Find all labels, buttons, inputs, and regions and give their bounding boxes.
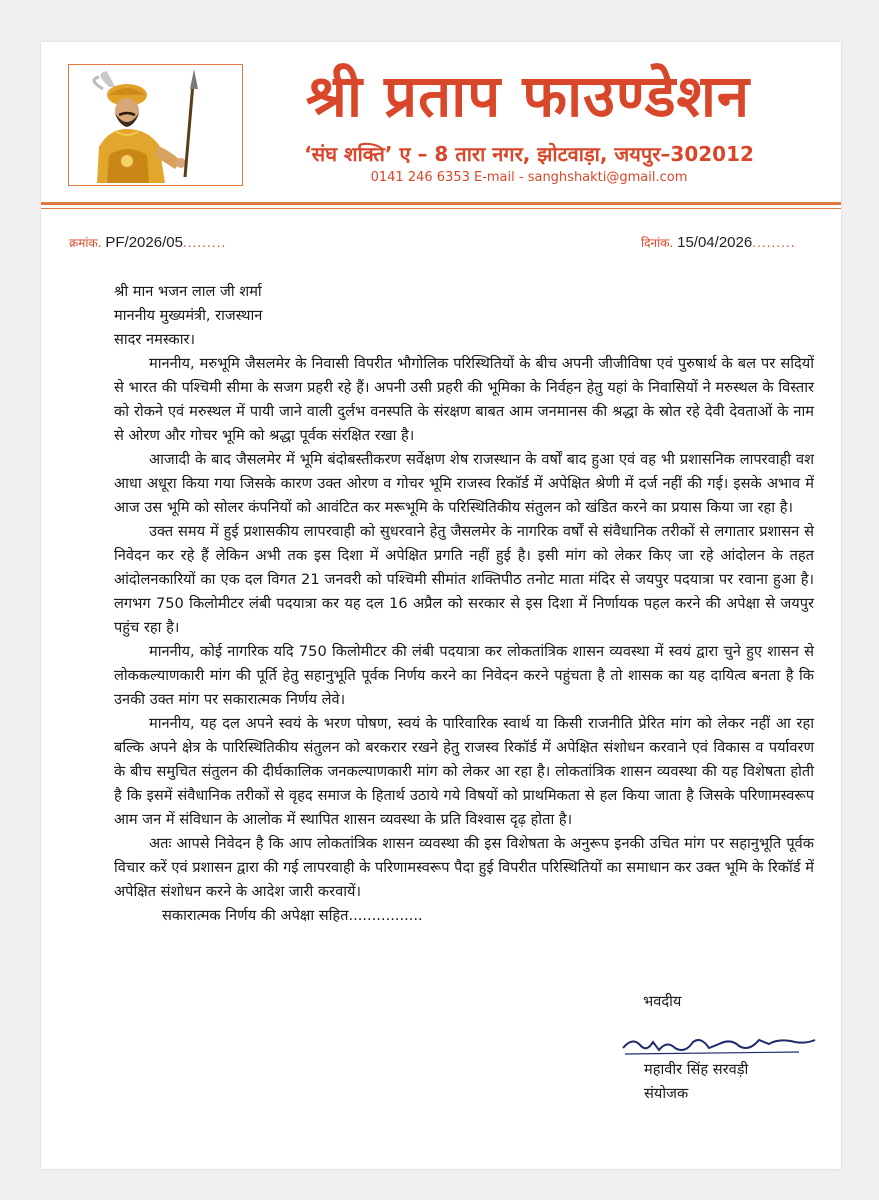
reference-date-dots: ......... <box>752 236 796 250</box>
letter-page <box>41 42 841 1169</box>
header-rule-thick <box>41 202 841 205</box>
paragraph: उक्त समय में हुई प्रशासकीय लापरवाही को सुधरवाने हेतु जैसलमेर के नागरिक वर्षों से संवैधानिक तरीकों से लगातार प्रशासन से निवेदन कर रहे हैं लेकिन अभी तक इस दिशा में अपेक्षित प्रगति नहीं हुई है। इसी मांग को लेकर किए जा रहे आंदोलन के तहत आंदोलनकारियों का एक दल विगत 21 जनवरी को पश्चिमी सीमांत शक्तिपीठ तनोट माता मंदिर से जयपुर पदयात्रा पर रवाना हुआ है। लगभग 750 किलोमीटर लंबी पदयात्रा कर यह दल 16 अप्रैल को सरकार से इस दिशा में निर्णायक पहल करने की अपेक्षा से जयपुर पहुंच रहा है। <box>114 523 814 636</box>
reference-date-label: दिनांक <box>641 236 670 250</box>
reference-date-value: 15/04/2026 <box>677 234 753 251</box>
paragraph: आजादी के बाद जैसलमेर में भूमि बंदोबस्तीकरण सर्वेक्षण शेष राजस्थान के वर्षों बाद हुआ एवं वह भी प्रशासनिक लापरवाही वश आधा अधूरा किया गया जिसके कारण उक्त ओरण व गोचर भूमि राजस्व रिकॉर्ड में अपेक्षित श्रेणी में दर्ज नहीं की गई। इसके अभाव में आज उस भूमि को सोलर कंपनियों को आवंटित कर मरूभूमि के परिस्थितिकीय संतुलन को खंडित करने का प्रयास किया जा रहा है। <box>114 451 815 516</box>
organization-name: श्री प्रताप फाउण्डेशन <box>305 62 751 130</box>
reference-number-label: क्रमांक <box>69 236 98 250</box>
reference-number-dots: ......... <box>182 236 227 250</box>
reference-number-value: PF/2026/05 <box>105 234 183 251</box>
organization-address: ‘संघ शक्ति’ ए – 8 तारा नगर, झोटवाड़ा, जयपुर–302012 <box>304 142 754 166</box>
regards: भवदीय <box>643 993 682 1010</box>
paragraph: माननीय, यह दल अपने स्वयं के भरण पोषण, स्वयं के पारिवारिक स्वार्थ या किसी राजनीति प्रेरित मांग को लेकर नहीं आ रहा बल्कि अपने क्षेत्र के पारिस्थितिकीय संतुलन को बरकरार रखने हेतु राजस्व रिकॉर्ड में अपेक्षित संशोधन करवाने एवं विकास व पर्यावरण के बीच समुचित संतुलन की दीर्घकालिक जनकल्याणकारी मांग को लेकर आ रहा है। लोकतांत्रिक शासन व्यवस्था की यह विशेषता होती है कि इसमें संवैधानिक तरीकों से वृहद समाज के हितार्थ उठाये गये विषयों को प्राथमिकता से हल किया जाता है जिसके परिणामस्वरूप आम जन में संविधान के आलोक में स्थापित शासन व्यवस्था के प्रति विश्वास दृढ़ होता है। <box>114 715 814 828</box>
recipient-name: श्री मान भजन लाल जी शर्मा <box>114 283 262 300</box>
reference-row <box>41 232 841 256</box>
regards-block <box>641 990 821 1014</box>
reference-date: दिनांक. 15/04/2026......... <box>641 234 796 251</box>
paragraph: माननीय, कोई नागरिक यदि 750 किलोमीटर की लंबी पदयात्रा कर लोकतांत्रिक शासन व्यवस्था में स्वयं द्वारा चुने हुए शासन से लोककल्याणकारी मांग की पूर्ति हेतु सहानुभूति पूर्वक निर्णय करने का निवेदन करने पहुंचता है तो शासक का यह दायित्व बनता है कि उनकी उक्त मांग पर सकारात्मक निर्णय लेवे। <box>114 643 814 708</box>
paragraph: माननीय, मरुभूमि जैसलमेर के निवासी विपरीत भौगोलिक परिस्थितियों के बीच अपनी जीजीविषा एवं पुरुषार्थ के बल पर सदियों से भारत की पश्चिमी सीमा के सजग प्रहरी रहे हैं। अपनी उसी प्रहरी की भूमिका के निर्वहन हेतु यहां के निवासियों ने मरुस्थल के विस्तार को रोकने एवं मरुस्थल में पायी जाने वाली दुर्लभ वनस्पति के संरक्षण बाबत आम जनमानस की श्रद्धा के स्रोत रहे देवी देवताओं के नाम से ओरण और गोचर भूमि को श्रद्धा पूर्वक संरक्षित रखा है। <box>114 355 814 444</box>
header-rule-thin <box>41 208 841 209</box>
letterhead <box>41 42 841 204</box>
organization-contact: 0141 246 6353 E-mail - sanghshakti@gmail.com <box>370 170 688 185</box>
paragraph: अतः आपसे निवेदन है कि आप लोकतांत्रिक शासन व्यवस्था की इस विशेषता के अनुरूप इनकी उचित मांग पर सहानुभूति पूर्वक विचार करें एवं प्रशासन द्वारा की गई लापरवाही के परिणामस्वरूप पैदा हुई विपरीत परिस्थितियों का समाधान कर उक्त भूमि के रिकॉर्ड में अपेक्षित संशोधन करने के आदेश जारी करवायें। <box>114 835 814 900</box>
salutation: सादर नमस्कार। <box>114 331 195 348</box>
reference-number: क्रमांक. PF/2026/05......... <box>69 234 227 251</box>
logo-box <box>68 64 243 186</box>
handwritten-signature <box>619 1030 819 1060</box>
recipient-title: माननीय मुख्यमंत्री, राजस्थान <box>114 307 263 324</box>
signer-block <box>644 1058 748 1106</box>
signer-designation: संयोजक <box>644 1085 689 1102</box>
warrior-portrait-icon <box>69 65 242 185</box>
closing-line: सकारात्मक निर्णय की अपेक्षा सहित................ <box>162 907 423 924</box>
letter-body <box>114 280 814 928</box>
signer-name: महावीर सिंह सरवड़ी <box>644 1061 749 1078</box>
